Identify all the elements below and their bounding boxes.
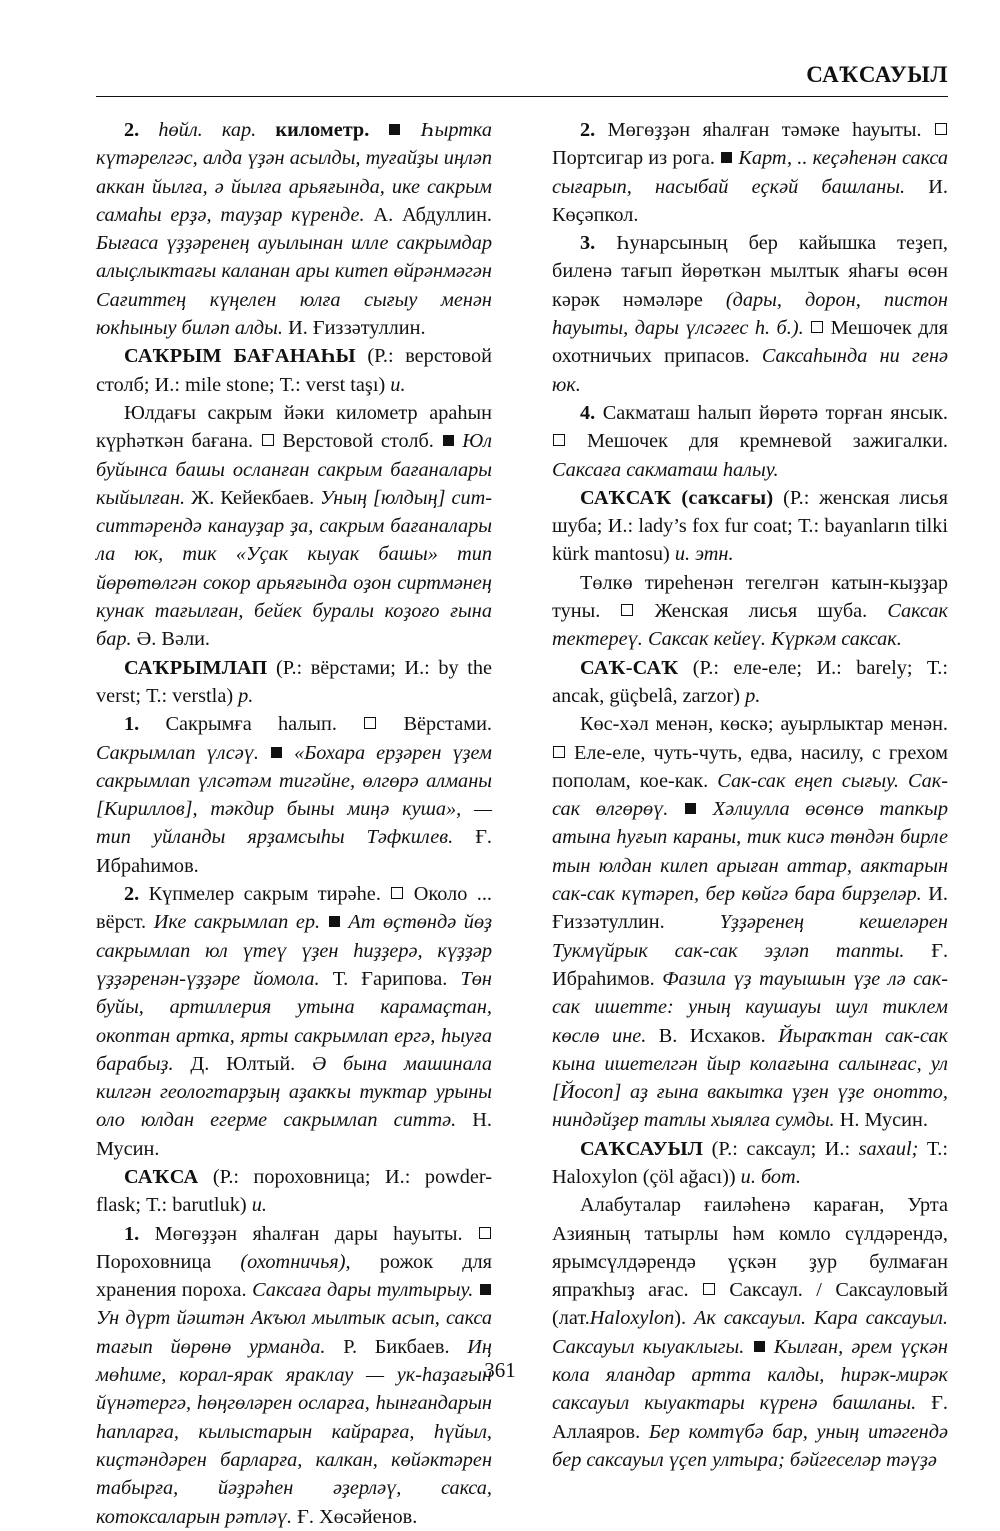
example-text: Юл буйынса башы осланған сакрым бағаналары кыйылған.: [96, 430, 492, 509]
entry-sense: [96, 710, 492, 880]
example-lead: Саксак тектереү. Саксак кейеү. Күркәм саксак.: [552, 600, 949, 651]
entry-definition: [552, 569, 948, 654]
example-text: Йыраҡтан сак-сак кына ишетелгән йыр колағына салынғас, ул [Йосоп] аҙ ғына вакытка үҙен үҙе онотто, ниндәйҙер татлы хыялға сумды.: [552, 1024, 948, 1132]
example-text: Иң мөһиме, корал-ярак яраклау — ук-һаҙағын йүнәтергә, һөңгөләрен осларға, һынғандарын һапларға, кылыстарын кайрарға, һүйыл, киҫтәндәрен барларға, калкан, көйәктәрен табырға, йәҙрәһен әҙерләү, сакса, котоксаларын рәтләү.: [96, 1335, 492, 1528]
headword: САҠСАҠ (саҡсағы): [580, 486, 774, 509]
entry-sense: [552, 399, 948, 484]
open-square-icon: [262, 434, 274, 446]
definition-text: Сакрымға һалып.: [165, 713, 337, 736]
example-author: И. Ғиззәтуллин.: [288, 317, 426, 340]
example-lead: Саксаға сакматаш һалыу.: [552, 458, 779, 481]
example-text: Төн буйы, артиллерия утына карамаҫтан, окоптан артка, ярты сакрымлап ергә, һыуға барабыҙ.: [96, 967, 492, 1075]
russian-gloss: Мешочек для охотничьих припасов.: [552, 317, 948, 368]
sense-number: 3.: [580, 232, 596, 255]
entry-definition: [552, 1191, 948, 1474]
example-author: Ә. Вәли.: [136, 628, 211, 651]
example-text: Ат өҫтөндә йөҙ сакрымлап юл үтеү үҙен һиҙҙерә, күҙҙәр үҙҙәренән-үҙҙәре йомола.: [96, 911, 492, 990]
example-text: Фазила үҙ тауышын үҙе лә сак-сак ишетте: уның каушауы шул тиклем көслө ине.: [552, 967, 948, 1047]
example-lead: Ике сакрымлап ер.: [153, 911, 321, 934]
definition-note: (дары, дорон, пистон һауыты, дары үлсәгес һ. б.).: [552, 288, 948, 340]
entry-definition: [96, 399, 492, 654]
etymology: (Р.: пороховница; И.: powder-flask; Т.: barutluk): [96, 1165, 492, 1217]
filled-square-icon: [443, 435, 454, 446]
page-number: 361: [484, 1358, 516, 1382]
headword: САҠ-САҠ: [580, 656, 679, 679]
part-of-speech: и.: [251, 1194, 267, 1217]
example-lead: Ак саксауыл. Кара саксауыл. Саксауыл кыуаклыгы.: [552, 1307, 948, 1358]
example-text: Карт, .. кеҫәһенән сакса сығарып, насыбай еҫкәй башланы.: [552, 147, 948, 198]
example-author: Ж. Кейекбаев.: [191, 486, 315, 509]
entry-sense-2-sakrym: [96, 116, 492, 342]
russian-gloss: Женская лисья шуба.: [654, 600, 868, 623]
sense-number: 2.: [124, 883, 140, 906]
example-text: Хәлиулла өсөнсө тапкыр атына һуғып караны, тик кисә төндән бирле тын юлдан килеп арыған аттар, аяктарын сак-сак күтәреп, бер көйгә бара бирҙеләр.: [552, 798, 948, 906]
part-of-speech: и. этн.: [674, 543, 734, 566]
part-of-speech: р.: [745, 684, 761, 707]
entry-sense: [552, 116, 948, 229]
example-lead: Саксаһында ни генә юк.: [552, 345, 949, 396]
russian-gloss: Верстовой столб.: [282, 430, 434, 453]
sense-word: километр.: [275, 119, 370, 141]
open-square-icon: [703, 1283, 715, 1295]
left-column: [96, 116, 492, 1531]
etymology: (Р.: верстовой столб; И.: mile stone; Т.: verst taşı): [96, 345, 492, 396]
example-text: Һыртка күтәрелгәс, алда үҙән асылды, туғайҙы иңләп аккан йылға, ә йылға арьяғында, ике сакрым самаһы ерҙә, тауҙар күренде.: [96, 119, 492, 226]
sense-number: 2.: [580, 119, 596, 141]
etymology: Т.: Haloxylon (çöl ağacı)): [552, 1137, 948, 1188]
definition-text: Һунарсының бер кайышка теҙеп, биленә тағып йөрөткән мылтык яһағы өсөн кәрәк нәмәләре: [552, 232, 948, 311]
definition-text: Көс-хәл менән, көскә; ауырлыктар менән.: [580, 713, 948, 736]
filled-square-icon: [685, 803, 696, 814]
example-author: И. Ғиззәтуллин.: [552, 883, 948, 934]
grammar-label: һөйл. кар.: [158, 119, 257, 141]
example-text: Ун дүрт йәштән Акъюл мылтык асып, сакса тағып йөрөнө урманда.: [96, 1307, 492, 1358]
headword: САҠРЫМ БАҒАНАҺЫ: [124, 345, 356, 368]
example-text: Үҙҙәренең кешеләрен Тукмүйрык сак-сак эҙләп тапты.: [552, 911, 948, 962]
sense-number: 4.: [580, 401, 596, 424]
example-author: Ғ. Аллаяров.: [552, 1392, 948, 1443]
filled-square-icon: [329, 916, 340, 927]
russian-gloss: Саксаул. / Саксауловый (лат.: [552, 1279, 948, 1330]
entry-headword-line: [552, 1135, 948, 1192]
definition-text: Төлкө тиреһенән тегелгән катын-кыҙҙар туны.: [552, 571, 948, 623]
header-rule: [96, 96, 948, 97]
example-author: Ғ. Ибраһимов.: [552, 939, 949, 990]
running-head: САҠСАУЫЛ: [806, 62, 948, 87]
open-square-icon: [391, 887, 403, 899]
example-text: Кылған, әрем үҫкән кола яландар артта калды, һирәк-мирәк саксауыл кыуактары күренә башланы.: [552, 1335, 948, 1415]
etymology: (Р.: женская лисья шуба; И.: lady’s fox fur coat; Т.: bayanların tilki kürk mantosu): [552, 486, 948, 566]
filled-square-icon: [754, 1341, 765, 1352]
russian-gloss: Пороховница: [96, 1250, 212, 1273]
entry-definition: [552, 710, 948, 1134]
open-square-icon: [621, 604, 633, 616]
example-author: Н. Мусин.: [839, 1109, 928, 1132]
definition-text: Сакматаш һалып йөрөтә торған янсык.: [602, 401, 948, 424]
definition-text: Мөгөҙҙән яһалған тәмәке һауыты.: [607, 119, 922, 141]
filled-square-icon: [721, 152, 732, 163]
etymology: (Р.: еле-еле; И.: barely; Т.: ancak, güçbelâ, zarzor): [552, 656, 948, 707]
example-author: Ғ. Хөсәйенов.: [297, 1505, 418, 1528]
open-square-icon: [553, 746, 565, 758]
definition-text: Юлдағы сакрым йәки километр араһын күрһәткән бағана.: [96, 401, 492, 453]
part-of-speech: и. бот.: [740, 1165, 801, 1188]
russian-gloss: рожок для хранения пороха.: [96, 1250, 493, 1302]
sense-number: 1.: [124, 713, 140, 736]
russian-gloss: Мешочек для кремневой зажигалки.: [586, 430, 948, 453]
part-of-speech: и.: [390, 373, 406, 396]
example-text: Бер комтүбә бар, уның итәгендә бер саксауыл үҫеп ултыра; бәйгеселәр тәүҙә: [552, 1420, 948, 1471]
open-square-icon: [935, 123, 947, 135]
part-of-speech: р.: [238, 684, 254, 707]
example-author: И. Көҫәпкол.: [552, 175, 948, 226]
etymology: (Р.: саксаул; И.:: [711, 1137, 851, 1160]
definition-text: Алабуталар ғаиләһенә караған, Урта Азияның татырлы һәм комло сүлдәрендә, ярымсүлдәрендә үҫкән ҙур булмаған япраҡһыҙ ағас.: [552, 1194, 948, 1302]
russian-gloss: Около ... вёрст.: [96, 883, 492, 934]
sense-number: 2.: [124, 119, 140, 141]
definition-text: Күпмелер сакрым тирәһе.: [148, 883, 381, 906]
russian-gloss-end: ).: [674, 1307, 687, 1330]
example-text: Ә бына машинала килгән геологтарҙың аҙакҡы туктар урыны оло юлдан егерме сакрымлап ситтә.: [96, 1052, 492, 1132]
headword: САҠСАУЫЛ: [580, 1137, 704, 1160]
open-square-icon: [479, 1227, 491, 1239]
russian-gloss: Еле-еле, чуть-чуть, едва, насилу, с грехом пополам, кое-как.: [552, 741, 949, 792]
entry-sense: [96, 880, 492, 1163]
example-text: Бығаса үҙҙәренең ауылынан илле сакрымдар алыҫлыктағы каланан ары китеп өйрәнмәгән Сағиттең күңелен юлға сығыу менән юкһыныу биләп алды.: [96, 232, 492, 340]
entry-headword-line: [552, 654, 948, 711]
russian-gloss-note: (охотничья),: [240, 1250, 351, 1273]
right-column: [552, 116, 948, 1474]
example-text: «Бохара ерҙәрен үҙем сакрымлап үлсәтәм тигәйне, өлгөрә алманы [Кириллов], тәкдир быны миңә куша», — тип уйланды ярҙамсыһы Тәфкилев.: [96, 741, 492, 849]
filled-square-icon: [389, 124, 400, 135]
example-lead: Саксаға дары тултырыу.: [252, 1279, 474, 1302]
entry-sense: [552, 229, 948, 399]
definition-text: Мөгөҙҙән яһалған дары һауыты.: [154, 1222, 463, 1245]
russian-gloss: Вёрстами.: [403, 713, 492, 736]
example-author: В. Исхаков.: [658, 1024, 766, 1047]
latin-name: Haloxylon: [589, 1307, 675, 1330]
example-author: Т. Ғарипова.: [332, 967, 448, 990]
entry-headword-line: [96, 342, 492, 399]
open-square-icon: [553, 434, 565, 446]
example-author: А. Абдуллин.: [373, 203, 492, 226]
etymology-italic: saxaul;: [858, 1137, 919, 1160]
entry-headword-line: [96, 1163, 492, 1220]
entry-headword-line: [552, 484, 948, 569]
russian-gloss: Портсигар из рога.: [552, 147, 715, 170]
example-author: Р. Бикбаев.: [343, 1335, 450, 1358]
etymology: (Р.: вёрстами; И.: by the verst; Т.: verstla): [96, 656, 492, 707]
example-author: Н. Мусин.: [96, 1109, 492, 1160]
filled-square-icon: [480, 1284, 491, 1295]
open-square-icon: [811, 321, 823, 333]
entry-headword-line: [96, 654, 492, 711]
example-lead: Сак-сак еңеп сығыу. Сак-сак өлгөрөү.: [552, 769, 948, 821]
example-author: Д. Юлтый.: [190, 1052, 296, 1075]
example-text: Уның [юлдың] сит-ситтәрендә канауҙар ҙа, сакрым бағаналары ла юк, тик «Уҫак кыуак башы» тип йөрөтөлгән сокор арьяғында оҙон сиртмәнең кунак тағылған, бейек буралы коҙоғо ғына бар.: [96, 486, 492, 651]
example-author: Ғ. Ибраһимов.: [96, 826, 492, 877]
example-lead: Сакрымлап үлсәү.: [96, 741, 259, 764]
sense-number: 1.: [124, 1222, 140, 1245]
filled-square-icon: [271, 747, 282, 758]
headword: САҠРЫМЛАП: [124, 656, 268, 679]
open-square-icon: [364, 717, 376, 729]
headword: САҠСА: [124, 1165, 199, 1188]
